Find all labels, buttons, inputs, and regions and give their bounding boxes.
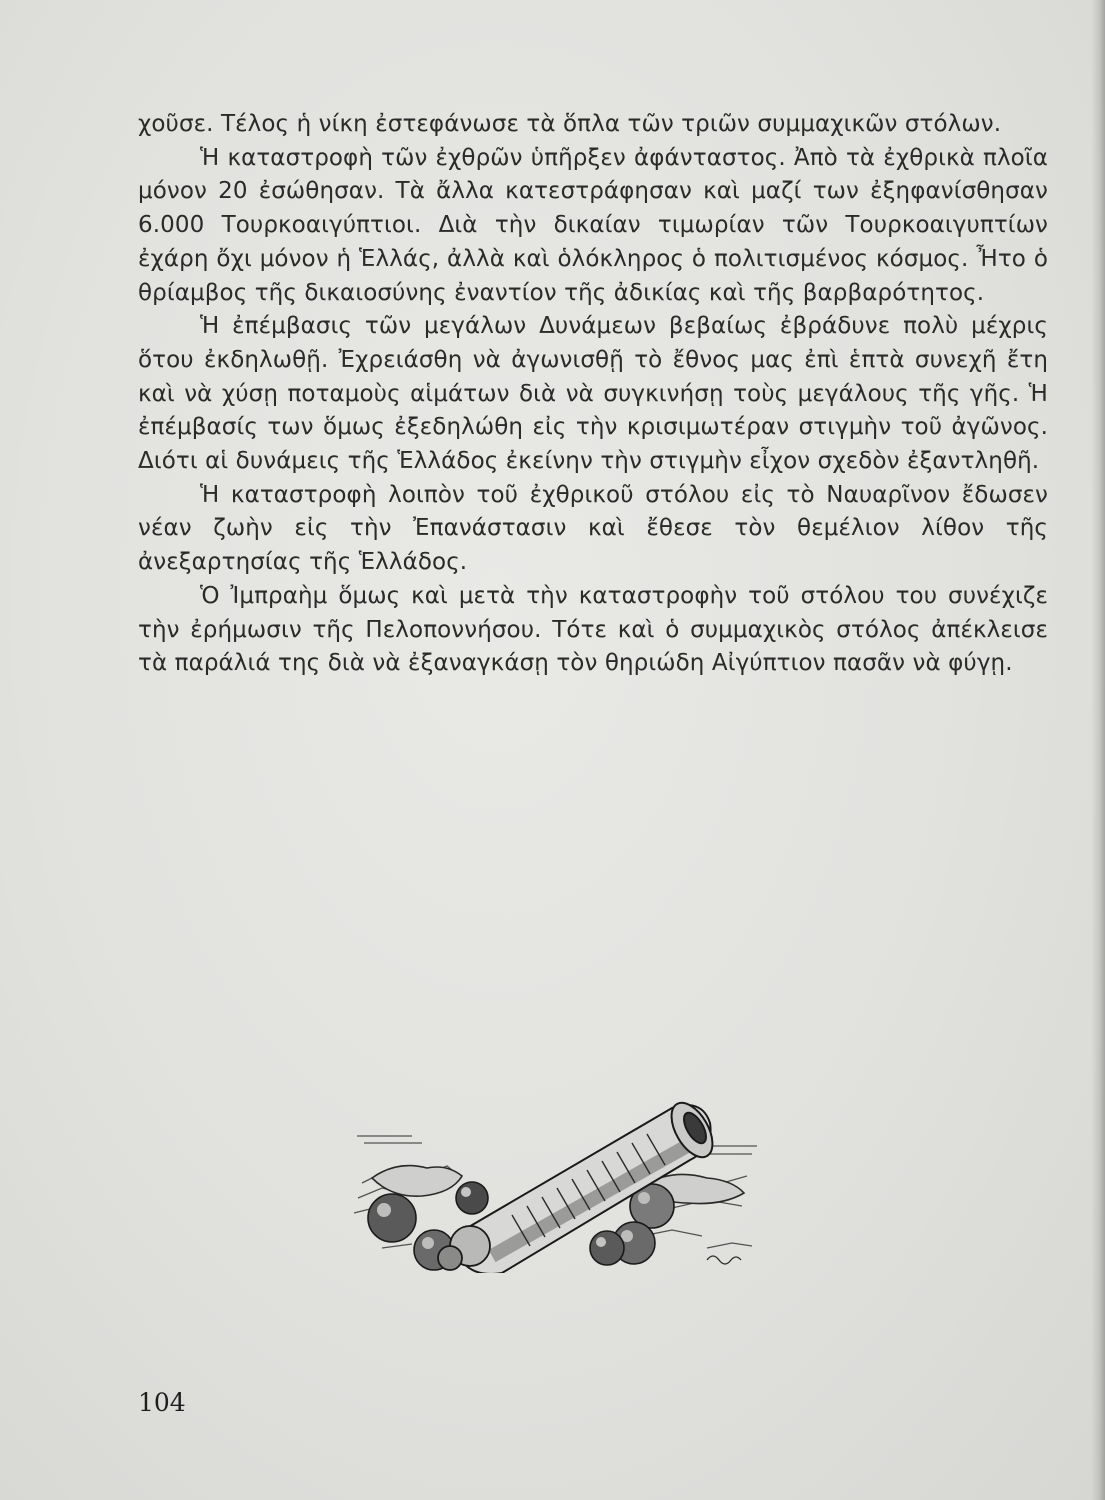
paragraph-intervention: Ἡ ἐπέμβασις τῶν μεγάλων Δυνάμεων βεβαίως ἐβράδυνε πολὺ μέχρις ὅτου ἐκδηλωθῇ. Ἐχρειάσθη νὰ ἀγωνισθῇ τὸ ἔθνος μας ἐπὶ ἑπτὰ συνεχῆ ἔτη καὶ νὰ χύσῃ ποταμοὺς αἱμάτων διὰ νὰ συγκινήσῃ τοὺς μεγάλους τῆς γῆς. Ἡ ἐπέμβασίς των ὅμως ἐξεδηλώθη εἰς τὴν κρισιμωτέραν στιγμὴν τοῦ ἀγῶνος. Διότι αἱ δυνάμεις τῆς Ἑλλάδος ἐκείνην τὴν στιγμὴν εἶχον σχεδὸν ἐξαντληθῆ. — [138, 313, 1048, 475]
paragraph-continuation: χοῦσε. Τέλος ἡ νίκη ἐστεφάνωσε τὰ ὅπλα τῶν τριῶν συμμαχικῶν στόλων. — [138, 111, 1002, 137]
paragraph-ibrahim: Ὁ Ἰμπραὴμ ὅμως καὶ μετὰ τὴν καταστροφὴν τοῦ στόλου του συνέχιζε τὴν ἐρήμωσιν τῆς Πελοποννήσου. Τότε καὶ ὁ συμμαχικὸς στόλος ἀπέκλεισε τὰ παράλιά της διὰ νὰ ἐξαναγκάσῃ τὸν θηριώδη Αἰγύπτιον πασᾶν νὰ φύγῃ. — [138, 582, 1048, 677]
cannon-with-cannonballs-icon — [352, 1068, 762, 1273]
body-text — [138, 108, 1048, 681]
paragraph-destruction: Ἡ καταστροφὴ τῶν ἐχθρῶν ὑπῆρξεν ἀφάνταστος. Ἀπὸ τὰ ἐχθρικὰ πλοῖα μόνον 20 ἐσώθησαν. Τὰ ἄλλα κατεστράφησαν καὶ μαζί των ἐξηφανίσθησαν 6.000 Τουρκοαιγύπτιοι. Διὰ τὴν δικαίαν τιμωρίαν τῶν Τουρκοαιγυπτίων ἐχάρη ὄχι μόνον ἡ Ἑλλάς, ἀλλὰ καὶ ὁλόκληρος ὁ πολιτισμένος κόσμος. Ἦτο ὁ θρίαμβος τῆς δικαιοσύνης ἐναντίον τῆς ἀδικίας καὶ τῆς βαρβαρότητος. — [138, 144, 1048, 306]
page-number: 104 — [138, 1388, 186, 1417]
page-edge-shadow — [1091, 0, 1105, 1500]
paragraph-navarino: Ἡ καταστροφὴ λοιπὸν τοῦ ἐχθρικοῦ στόλου εἰς τὸ Ναυαρῖνον ἔδωσεν νέαν ζωὴν εἰς τὴν Ἐπανάστασιν καὶ ἔθεσε τὸν θεμέλιον λίθον τῆς ἀνεξαρτησίας τῆς Ἑλλάδος. — [138, 481, 1048, 576]
